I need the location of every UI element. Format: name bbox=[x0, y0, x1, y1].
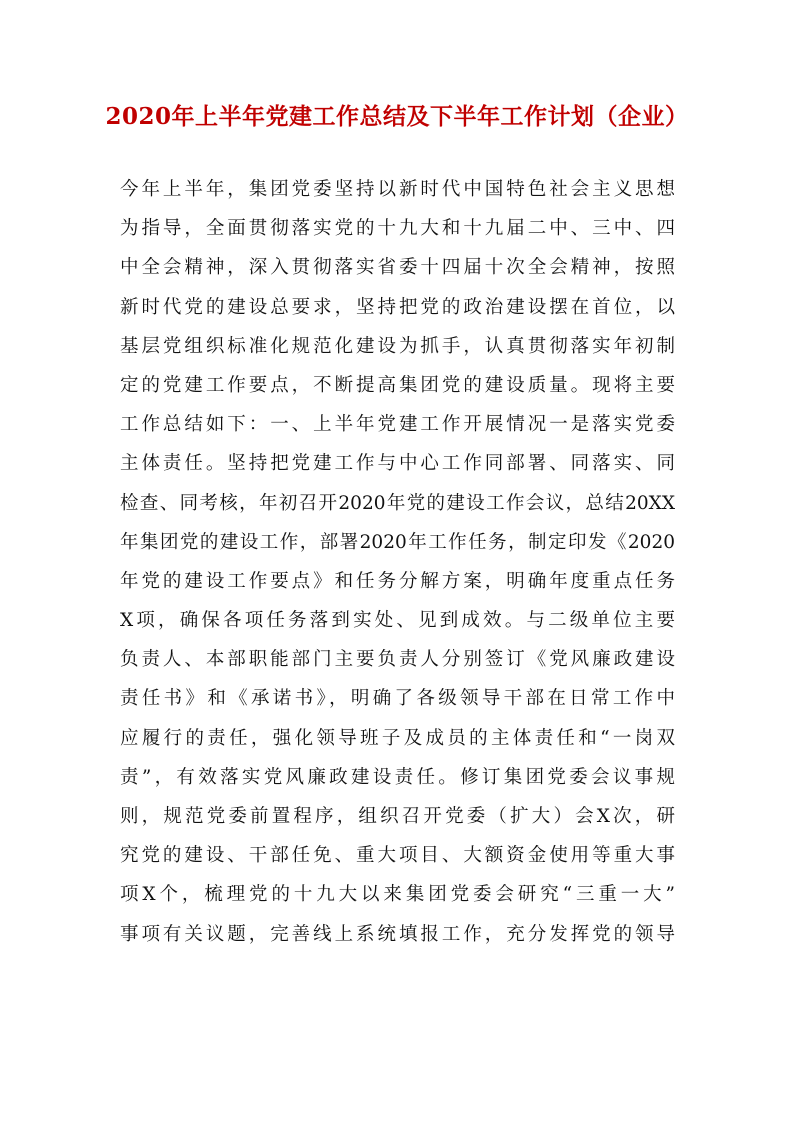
body-line: 究党的建设、干部任免、重大项目、大额资金使用等重大事 bbox=[120, 845, 675, 867]
body-line: 应履行的责任，强化领导班子及成员的主体责任和“一岗双 bbox=[120, 727, 675, 749]
body-line: 新时代党的建设总要求，坚持把党的政治建设摆在首位，以 bbox=[120, 296, 675, 318]
body-line: 项X个，梳理党的十九大以来集团党委会研究“三重一大” bbox=[120, 884, 675, 906]
body-line: 则，规范党委前置程序，组织召开党委（扩大）会X次，研 bbox=[120, 806, 675, 827]
body-line: 责任书》和《承诺书》，明确了各级领导干部在日常工作中 bbox=[120, 688, 675, 710]
body-line: 年集团党的建设工作，部署2020年工作任务，制定印发《2020 bbox=[120, 531, 675, 553]
body-line: 检查、同考核，年初召开2020年党的建设工作会议，总结20XX bbox=[120, 492, 675, 514]
body-line: 主体责任。坚持把党建工作与中心工作同部署、同落实、同 bbox=[120, 453, 675, 475]
body-line: 基层党组织标准化规范化建设为抓手，认真贯彻落实年初制 bbox=[120, 335, 675, 357]
body-line: 负责人、本部职能部门主要负责人分别签订《党风廉政建设 bbox=[120, 649, 675, 671]
document-body bbox=[120, 170, 675, 954]
body-line: 为指导，全面贯彻落实党的十九大和十九届二中、三中、四 bbox=[120, 218, 675, 240]
body-line: 年党的建设工作要点》和任务分解方案，明确年度重点任务 bbox=[120, 570, 675, 592]
body-line: 工作总结如下：一、上半年党建工作开展情况一是落实党委 bbox=[120, 414, 675, 436]
body-line: 中全会精神，深入贯彻落实省委十四届十次全会精神，按照 bbox=[120, 257, 675, 279]
body-line: 事项有关议题，完善线上系统填报工作，充分发挥党的领导 bbox=[120, 923, 675, 945]
body-line: X项，确保各项任务落到实处、见到成效。与二级单位主要 bbox=[120, 610, 675, 632]
body-line: 今年上半年，集团党委坚持以新时代中国特色社会主义思想 bbox=[120, 179, 675, 200]
document-title: 2020年上半年党建工作总结及下半年工作计划（企业） bbox=[105, 103, 689, 130]
body-line: 定的党建工作要点，不断提高集团党的建设质量。现将主要 bbox=[120, 374, 675, 396]
body-line: 责”，有效落实党风廉政建设责任。修订集团党委会议事规 bbox=[120, 766, 675, 788]
